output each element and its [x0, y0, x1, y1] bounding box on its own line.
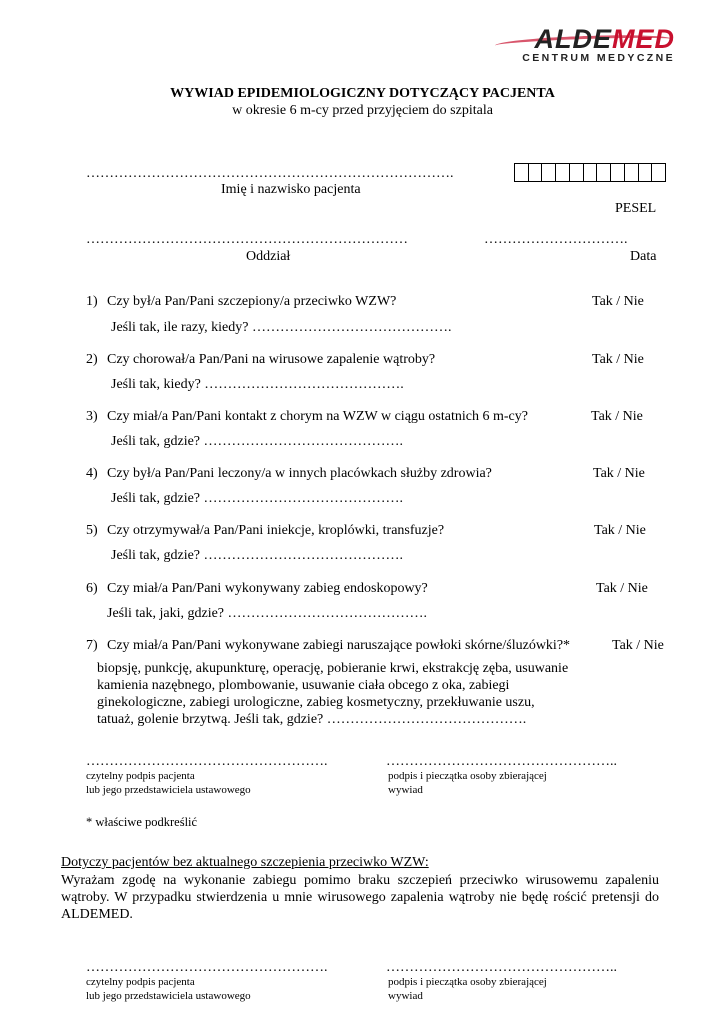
interviewer-signature-label: podpis i pieczątka osoby zbierającej	[388, 976, 547, 988]
patient-signature-label-2: lub jego przedstawiciela ustawowego	[86, 784, 251, 796]
date-field[interactable]: ………………………….	[484, 232, 628, 247]
question-text: Czy był/a Pan/Pani leczony/a w innych placówkach służby zdrowia?	[107, 466, 492, 481]
question-text: Czy chorował/a Pan/Pani na wirusowe zapalenie wątroby?	[107, 352, 436, 367]
patient-signature-label: czytelny podpis pacjenta	[86, 770, 195, 782]
answer-yes-no[interactable]: Tak / Nie	[591, 409, 643, 424]
interviewer-signature-label: podpis i pieczątka osoby zbierającej	[388, 770, 547, 782]
question-followup[interactable]: Jeśli tak, gdzie? …………………………………….	[111, 548, 404, 563]
patient-name-label: Imię i nazwisko pacjenta	[221, 182, 361, 197]
answer-yes-no[interactable]: Tak / Nie	[593, 466, 645, 481]
aldemed-logo	[495, 24, 675, 64]
q7-details-line[interactable]: tatuaż, golenie brzytwą. Jeśli tak, gdzie? …………………………………….	[97, 712, 527, 727]
q7-details-line: kamienia nazębnego, plombowanie, usuwanie ciała obcego z oka, zabiegi	[97, 678, 510, 693]
consent-heading: Dotyczy pacjentów bez aktualnego szczepienia przeciwko WZW:	[61, 855, 429, 870]
question-text: Czy otrzymywał/a Pan/Pani iniekcje, kroplówki, transfuzje?	[107, 523, 445, 538]
footnote: * właściwe podkreślić	[86, 815, 198, 829]
ward-field[interactable]: ……………………………………………………………	[86, 232, 408, 247]
question-text: Czy miał/a Pan/Pani kontakt z chorym na WZW w ciągu ostatnich 6 m-cy?	[107, 409, 528, 424]
question-followup[interactable]: Jeśli tak, jaki, gdzie? …………………………………….	[107, 606, 428, 621]
patient-signature-label: czytelny podpis pacjenta	[86, 976, 195, 988]
patient-name-field[interactable]: …………………………………………………………………….	[86, 166, 454, 181]
answer-yes-no[interactable]: Tak / Nie	[596, 581, 648, 596]
question-number: 5)	[86, 523, 98, 538]
answer-yes-no[interactable]: Tak / Nie	[592, 352, 644, 367]
question-text: Czy miał/a Pan/Pani wykonywane zabiegi naruszające powłoki skórne/śluzówki?*	[107, 638, 571, 653]
question-number: 6)	[86, 581, 98, 596]
question-number: 1)	[86, 294, 98, 309]
patient-signature-label-2: lub jego przedstawiciela ustawowego	[86, 990, 251, 1002]
question-followup[interactable]: Jeśli tak, gdzie? …………………………………….	[111, 434, 404, 449]
question-followup[interactable]: Jeśli tak, ile razy, kiedy? …………………………………….	[111, 320, 452, 335]
question-text: Czy miał/a Pan/Pani wykonywany zabieg endoskopowy?	[107, 581, 428, 596]
interviewer-signature-field[interactable]: …………………………………………..	[386, 754, 617, 769]
question-text: Czy był/a Pan/Pani szczepiony/a przeciwko WZW?	[107, 294, 397, 309]
question-number: 4)	[86, 466, 98, 481]
document-subtitle: w okresie 6 m-cy przed przyjęciem do szpitala	[232, 103, 493, 118]
logo-brand-dark: ALDE	[534, 24, 612, 54]
question-followup[interactable]: Jeśli tak, gdzie? …………………………………….	[111, 491, 404, 506]
ward-label: Oddział	[246, 249, 291, 264]
answer-yes-no[interactable]: Tak / Nie	[612, 638, 664, 653]
interviewer-signature-label-2: wywiad	[388, 784, 423, 796]
logo-brand-red: MED	[612, 24, 675, 54]
logo-subtitle: CENTRUM MEDYCZNE	[522, 52, 675, 64]
question-number: 7)	[86, 638, 98, 653]
logo-brand	[535, 24, 676, 55]
answer-yes-no[interactable]: Tak / Nie	[592, 294, 644, 309]
patient-signature-field-2[interactable]: …………………………………………….	[86, 960, 328, 975]
date-label: Data	[630, 249, 657, 264]
answer-yes-no[interactable]: Tak / Nie	[594, 523, 646, 538]
q7-details-line: biopsję, punkcję, akupunkturę, operację, pobieranie krwi, ekstrakcję zęba, usuwanie	[97, 661, 569, 676]
question-number: 2)	[86, 352, 98, 367]
question-number: 3)	[86, 409, 98, 424]
pesel-input-boxes[interactable]	[514, 163, 666, 182]
consent-text: Wyrażam zgodę na wykonanie zabiegu pomimo braku szczepień przeciwko wirusowemu zapaleniu wątroby. W przypadku stwierdzenia u mnie wirusowego zapalenia wątroby nie będę rościć pretensji do ALDEMED.	[61, 873, 659, 922]
q7-details-line: ginekologiczne, zabiegi urologiczne, zabieg kosmetyczny, przekłuwanie uszu,	[97, 695, 535, 710]
interviewer-signature-label-2: wywiad	[388, 990, 423, 1002]
document-title: WYWIAD EPIDEMIOLOGICZNY DOTYCZĄCY PACJENTA	[170, 86, 555, 101]
patient-signature-field[interactable]: …………………………………………….	[86, 754, 328, 769]
interviewer-signature-field-2[interactable]: …………………………………………..	[386, 960, 617, 975]
question-followup[interactable]: Jeśli tak, kiedy? …………………………………….	[111, 377, 404, 392]
pesel-label: PESEL	[615, 201, 657, 216]
